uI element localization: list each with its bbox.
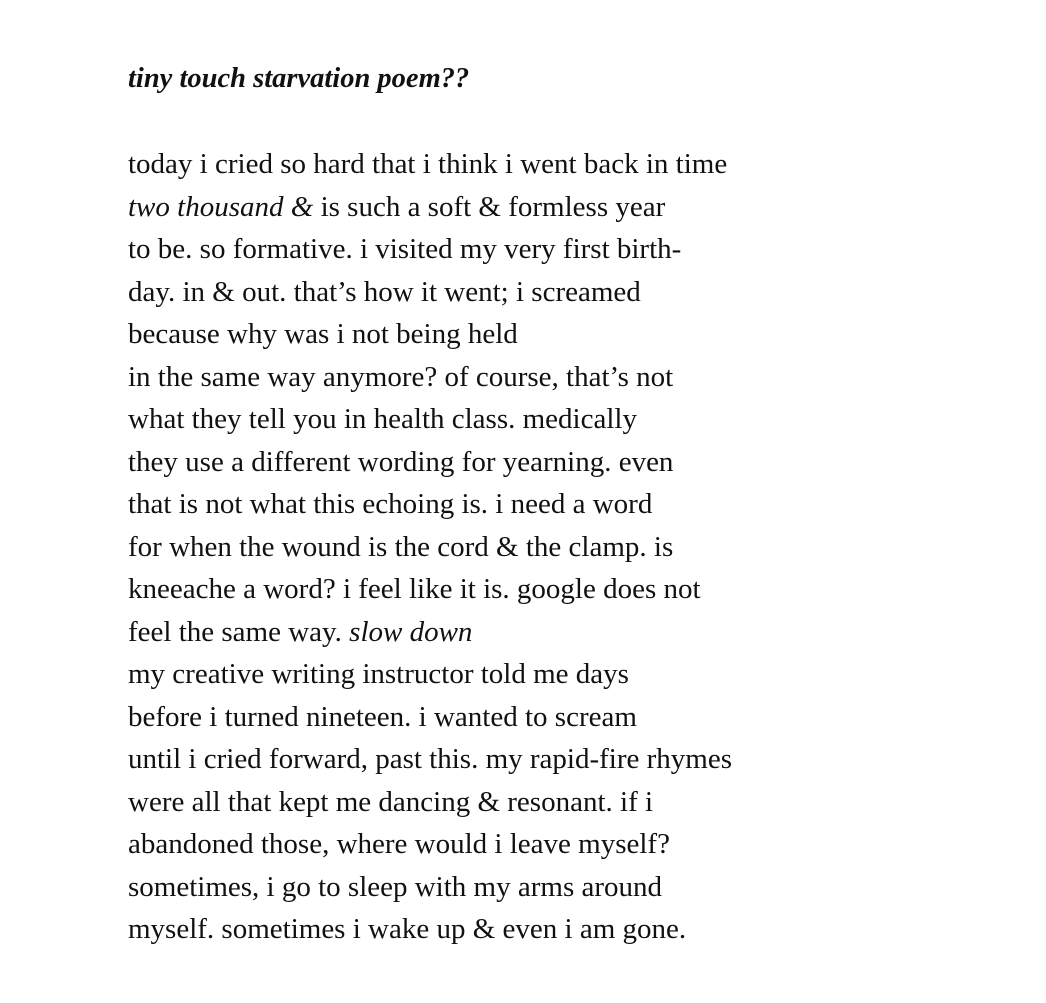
poem-line-segment: myself. sometimes i wake up & even i am gone. [128,913,687,945]
poem-line-segment: until i cried forward, past this. my rapid-fire rhymes [128,743,733,775]
poem-line-segment: what they tell you in health class. medically [128,403,637,435]
poem-line [128,738,1008,781]
poem-line-segment: sometimes, i go to sleep with my arms around [128,870,663,903]
poem-line-segment: before i turned nineteen. i wanted to scream [128,700,637,733]
poem-line [128,271,1008,314]
poem-line-segment: feel the same way. [128,615,350,648]
poem-line [128,611,1008,654]
title-spacer [128,100,1008,143]
poem-line [128,483,1008,526]
poem-line [128,823,1008,866]
poem-body [128,143,1008,951]
poem-line [128,696,1008,739]
poem-line [128,653,1008,696]
poem-line [128,143,1008,186]
poem-title: tiny touch starvation poem?? [128,63,470,94]
poem-line-segment: my creative writing instructor told me days [128,658,629,690]
poem-line-segment: day. in & out. that’s how it went; i screamed [128,275,641,308]
poem-line-segment: abandoned those, where would i leave myself? [128,828,670,860]
poem-line [128,398,1008,441]
poem-line-segment: they use a different wording for yearning. even [128,445,674,478]
poem-line [128,526,1008,569]
poem-line-segment: because why was i not being held [128,318,518,350]
poem-line-segment: to be. so formative. i visited my very first birth- [128,233,682,265]
poem-line [128,313,1008,356]
poem-line-segment: were all that kept me dancing & resonant. if i [128,785,654,818]
poem-line [128,866,1008,909]
poem-line [128,356,1008,399]
poem-line [128,228,1008,271]
poem-line-segment: for when the wound is the cord & the clamp. is [128,530,674,563]
poem-line-segment: that is not what this echoing is. i need a word [128,488,653,520]
poem-line [128,186,1008,229]
poem-line-italic-segment: slow down [349,615,473,648]
poem-line-italic-segment: two thousand & [128,190,314,223]
poem-line [128,908,1008,951]
poem-line [128,441,1008,484]
poem-line-segment: today i cried so hard that i think i went back in time [128,148,728,180]
poem-line-segment: in the same way anymore? of course, that’s not [128,360,674,393]
poem-line [128,781,1008,824]
poem-line [128,568,1008,611]
poem-line-segment: is such a soft & formless year [313,190,666,223]
poem-line-segment: kneeache a word? i feel like it is. google does not [128,573,701,605]
poem [128,58,1008,951]
